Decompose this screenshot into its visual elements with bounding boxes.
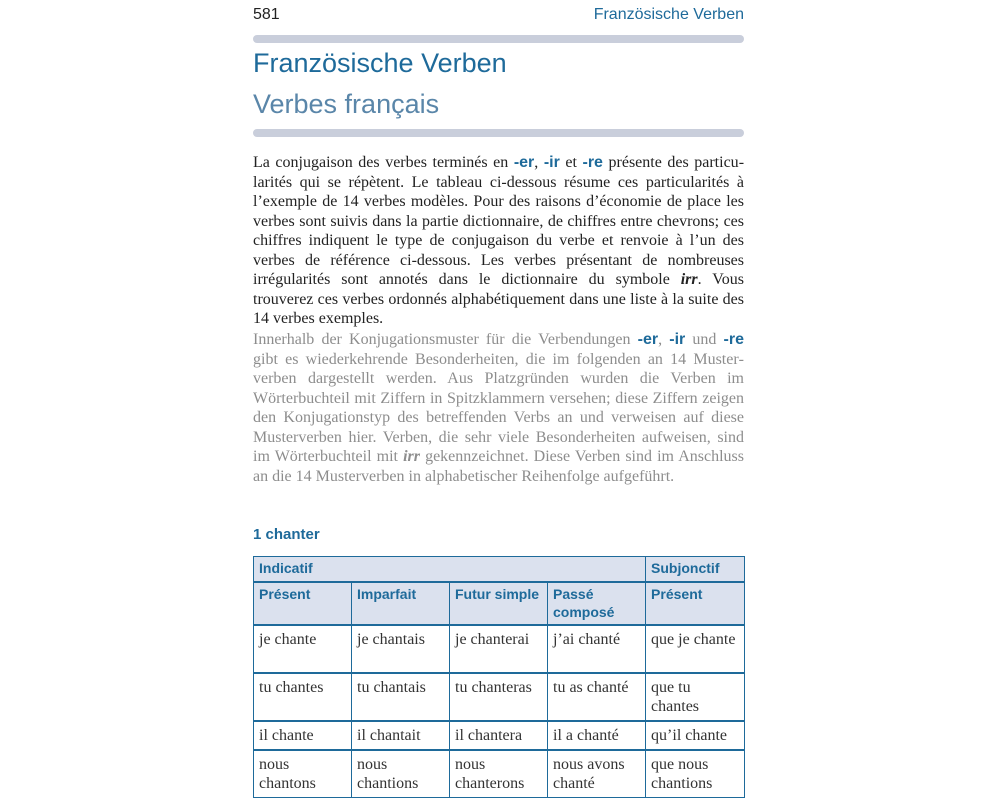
table-cell: nous avons chanté bbox=[548, 750, 646, 798]
page-number: 581 bbox=[253, 6, 280, 23]
tense-header-row bbox=[254, 582, 745, 625]
table-cell: nous chanterons bbox=[450, 750, 548, 798]
intro-paragraph-french: La conjugaison des verbes terminés en -er, -ir et -re présente des particularités qui se répètent. Le tableau ci-dessous résume ces particularités à l’exemple de 14 verbes modèles. Pour des raisons d’économie de place les verbes sont suivis dans la partie dictionnaire, de chiffres entre chevrons; ces chiffres indiquent le type de conjugaison du verbe et renvoie à l’un des verbes de référence ci-dessous. Les verbes présentant de nombreuses irrégularités sont annotés dans le dictionnaire du symbole irr. Vous trouverez ces verbes ordonnés alphabétiquement dans une liste à la suite des 14 verbes exemples. bbox=[253, 154, 745, 327]
table-cell: qu’il chante bbox=[646, 721, 745, 750]
table-cell: je chante bbox=[254, 625, 352, 673]
ending-er: -er bbox=[513, 154, 535, 171]
table-cell: je chanterai bbox=[450, 625, 548, 673]
table-cell: que je chante bbox=[646, 625, 745, 673]
table-cell: que nous chantions bbox=[646, 750, 745, 798]
tense-header: Passé composé bbox=[548, 582, 646, 625]
tense-header: Présent bbox=[646, 582, 745, 625]
table-cell: nous chantions bbox=[352, 750, 450, 798]
table-row bbox=[254, 673, 745, 721]
table-row bbox=[254, 750, 745, 798]
running-header bbox=[253, 6, 744, 28]
title-rule bbox=[253, 129, 744, 137]
table-cell: tu chantais bbox=[352, 673, 450, 721]
mood-header-row bbox=[254, 557, 745, 583]
irr-symbol: irr bbox=[403, 448, 420, 465]
tense-header: Imparfait bbox=[352, 582, 450, 625]
page-title-french: Verbes français bbox=[253, 89, 440, 119]
verb-section-heading: 1 chanter bbox=[253, 526, 320, 543]
table-cell: je chantais bbox=[352, 625, 450, 673]
page-title-german: Französische Verben bbox=[253, 48, 507, 78]
table-cell: il chantait bbox=[352, 721, 450, 750]
tense-header: Présent bbox=[254, 582, 352, 625]
conjugation-table bbox=[253, 556, 745, 798]
table-cell: tu as chanté bbox=[548, 673, 646, 721]
intro-paragraph-german: Innerhalb der Konjugationsmuster für die Verbendungen -er, -ir und -re gibt es wiederkehrende Besonderheiten, die im folgenden an 14 Musterverben dargestellt werden. Aus Platzgründen wurden die Verben im Wörterbuchteil mit Ziffern in Spitzklammern versehen; diese Ziffern zeigen den Konjugationstyp des betreffenden Verbs an und verweisen auf diese Musterverben hier. Verben, die sehr viele Besonderheiten aufweisen, sind im Wörterbuchteil mit irr gekennzeichnet. Diese Verben sind im Anschluss an die 14 Musterverben in alphabetischer Reihenfolge aufgeführt. bbox=[253, 331, 744, 485]
irr-symbol: irr bbox=[680, 271, 698, 288]
ending-ir: -ir bbox=[669, 331, 686, 348]
table-cell: tu chantes bbox=[254, 673, 352, 721]
tense-header: Futur simple bbox=[450, 582, 548, 625]
table-cell: tu chanteras bbox=[450, 673, 548, 721]
indicatif-header: Indicatif bbox=[254, 557, 646, 583]
table-row bbox=[254, 721, 745, 750]
table-cell: nous chantons bbox=[254, 750, 352, 798]
table-cell: j’ai chanté bbox=[548, 625, 646, 673]
table-cell: il a chanté bbox=[548, 721, 646, 750]
table-cell: il chantera bbox=[450, 721, 548, 750]
ending-er: -er bbox=[637, 331, 659, 348]
table-row bbox=[254, 625, 745, 673]
table-cell: que tu chantes bbox=[646, 673, 745, 721]
ending-re: -re bbox=[582, 154, 603, 171]
running-title: Französische Verben bbox=[593, 6, 744, 23]
table-cell: il chante bbox=[254, 721, 352, 750]
header-rule bbox=[253, 35, 744, 43]
ending-re: -re bbox=[723, 331, 744, 348]
ending-ir: -ir bbox=[543, 154, 560, 171]
subjonctif-header: Subjonctif bbox=[646, 557, 745, 583]
